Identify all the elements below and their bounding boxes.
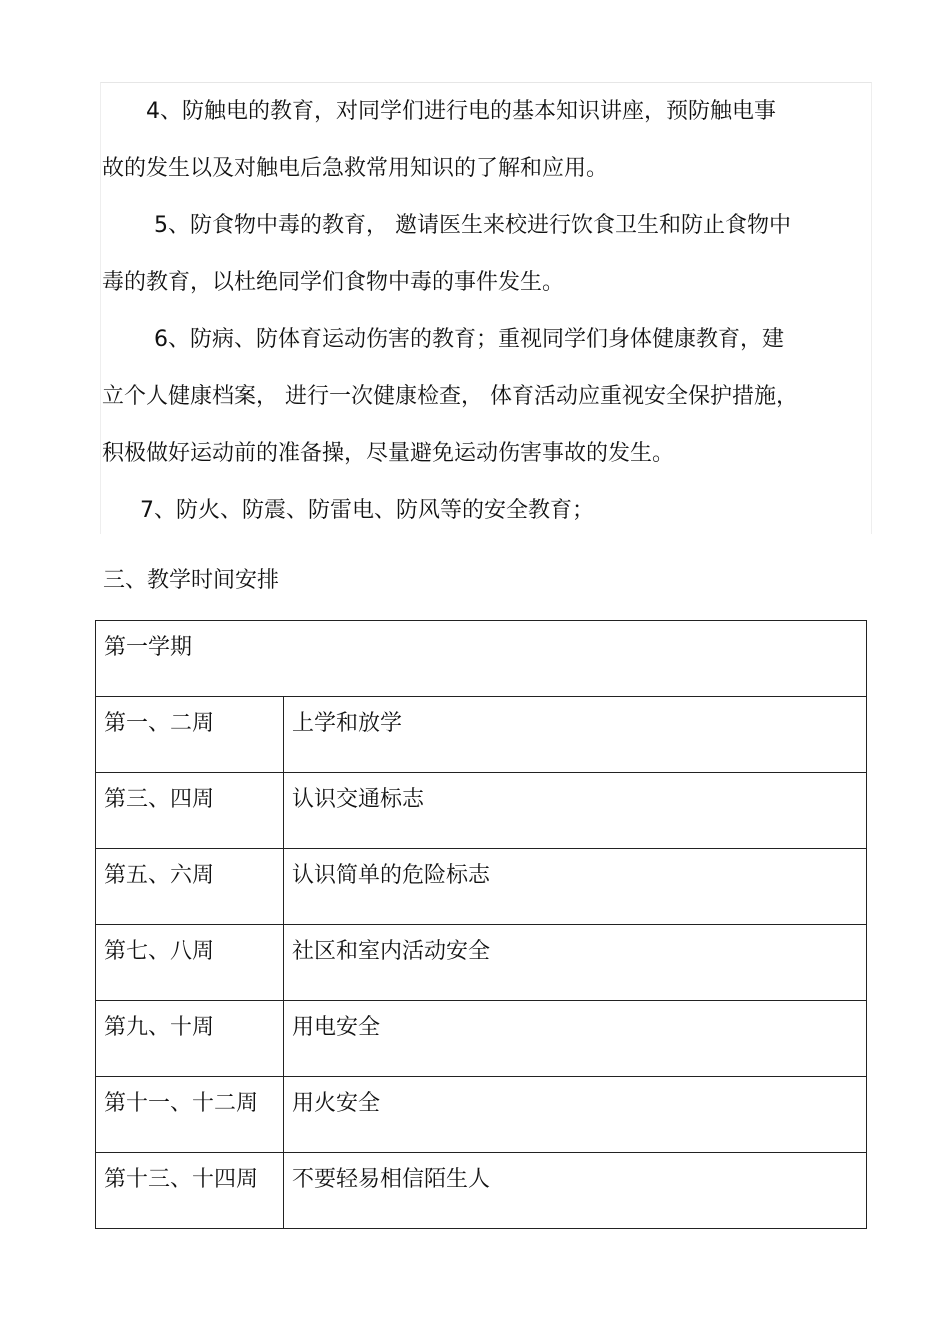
schedule-table: [95, 620, 867, 1229]
paragraph-5: [102, 197, 862, 311]
paragraph-7: [102, 482, 862, 539]
table-row: [96, 1153, 867, 1229]
topic-label: 认识交通标志: [292, 787, 425, 812]
topic-label: 认识简单的危险标志: [292, 863, 491, 888]
topic-cell: [284, 1077, 867, 1153]
section-heading: 三、教学时间安排: [103, 568, 280, 593]
week-cell: [96, 1077, 284, 1153]
week-label: 第七、八周: [104, 939, 215, 964]
term-label: 第一学期: [104, 635, 193, 660]
table-row: [96, 773, 867, 849]
week-label: 第一、二周: [104, 711, 215, 736]
week-label: 第十三、十四周: [104, 1167, 259, 1192]
paragraph-line: 6、防病、防体育运动伤害的教育；重视同学们身体健康教育，建: [154, 327, 784, 352]
topic-label: 不要轻易相信陌生人: [292, 1167, 491, 1192]
table-row: [96, 1077, 867, 1153]
term-cell: [96, 621, 867, 697]
paragraph-line: 故的发生以及对触电后急救常用知识的了解和应用。: [102, 156, 609, 181]
week-cell: [96, 1001, 284, 1077]
topic-cell: [284, 849, 867, 925]
week-cell: [96, 1153, 284, 1229]
week-cell: [96, 773, 284, 849]
topic-label: 社区和室内活动安全: [292, 939, 491, 964]
paragraph-line: 立个人健康档案， 进行一次健康检查， 体育活动应重视安全保护措施，: [102, 384, 798, 409]
paragraph-line: 7、防火、防震、防雷电、防风等的安全教育；: [140, 498, 594, 523]
week-label: 第三、四周: [104, 787, 215, 812]
week-label: 第五、六周: [104, 863, 215, 888]
paragraph-6: [102, 311, 862, 482]
table-row: [96, 1001, 867, 1077]
topic-label: 用电安全: [292, 1015, 381, 1040]
week-cell: [96, 849, 284, 925]
topic-cell: [284, 697, 867, 773]
table-row: [96, 925, 867, 1001]
paragraph-line: 积极做好运动前的准备操，尽量避免运动伤害事故的发生。: [102, 441, 675, 466]
table-row: [96, 697, 867, 773]
paragraph-4: [102, 83, 862, 197]
paragraph-line: 毒的教育，以杜绝同学们食物中毒的事件发生。: [102, 270, 565, 295]
topic-cell: [284, 1001, 867, 1077]
week-label: 第十一、十二周: [104, 1091, 259, 1116]
term-row: [96, 621, 867, 697]
paragraph-line: 5、防食物中毒的教育， 邀请医生来校进行饮食卫生和防止食物中: [154, 213, 791, 238]
week-cell: [96, 925, 284, 1001]
topic-label: 用火安全: [292, 1091, 381, 1116]
topic-label: 上学和放学: [292, 711, 403, 736]
topic-cell: [284, 1153, 867, 1229]
paragraph-line: 4、防触电的教育，对同学们进行电的基本知识讲座，预防触电事: [146, 99, 776, 124]
week-label: 第九、十周: [104, 1015, 215, 1040]
topic-cell: [284, 773, 867, 849]
topic-cell: [284, 925, 867, 1001]
week-cell: [96, 697, 284, 773]
table-row: [96, 849, 867, 925]
